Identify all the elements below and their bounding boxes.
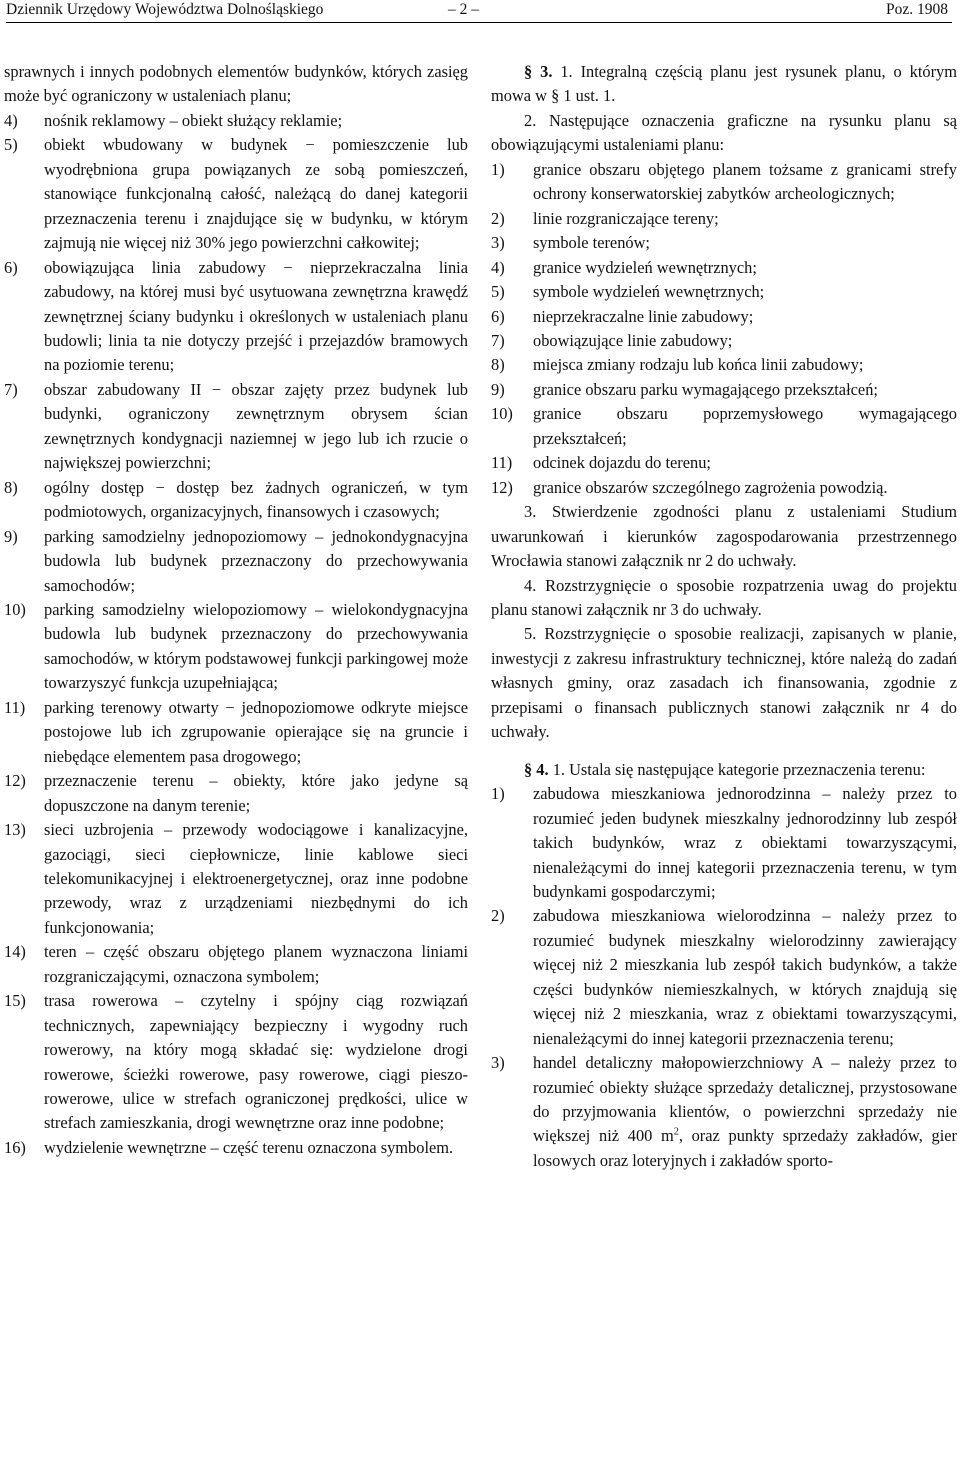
item-number: 4) <box>4 110 18 130</box>
item-number: 1) <box>491 159 505 179</box>
item-number: 11) <box>491 453 513 473</box>
item-text: granice obszaru objętego planem tożsame z granicami strefy ochrony konserwatorskiej zabytków archeologicznych; <box>533 159 957 204</box>
item-number: 3) <box>491 233 505 253</box>
item-text: przeznaczenie terenu – obiekty, które jako jedyne są dopuszczone na danym terenie; <box>44 771 468 815</box>
paragraph-text: 1. Integralną częścią planu jest rysunek planu, o którym mowa w § 1 ust. 1. <box>491 62 957 106</box>
item-text: obowiązująca linia zabudowy − nieprzekraczalna linia zabudowy, na której musi być usytuowana zewnętrzna krawędź zewnętrznej ściany budynku i określonych w ustaleniach planu budowli; linia ta nie dotyczy przejść i przejazdów bramowych na poziomie terenu; <box>44 257 468 375</box>
item-text: nośnik reklamowy – obiekt służący reklamie; <box>44 110 343 130</box>
item-text-continued: , oraz punkty sprzedaży zakładów, gier losowych oraz loteryjnych i zakładów sporto- <box>533 1126 957 1170</box>
left-column <box>4 60 468 1160</box>
graphic-marking-item <box>491 353 957 377</box>
page-header <box>6 0 952 23</box>
superscript: 2 <box>673 1127 679 1139</box>
item-text: ogólny dostęp − dostęp bez żadnych ograniczeń, w tym podmiotowych, organizacyjnych, finansowych i czasowych; <box>44 477 468 522</box>
item-text: obowiązujące linie zabudowy; <box>533 330 733 350</box>
item-text: symbole terenów; <box>533 233 650 253</box>
item-text: parking samodzielny wielopoziomowy – wielokondygnacyjna budowla lub budynek przeznaczony do przechowywania samochodów, w którym podstawowej funkcji parkingowej może towarzyszyć funkcja uzupełniająca; <box>44 599 468 693</box>
graphic-marking-item <box>491 476 957 500</box>
definition-item <box>4 696 468 769</box>
item-text: zabudowa mieszkaniowa wielorodzinna – należy przez to rozumieć budynek mieszkalny wielorodzinny zawierający więcej niż 2 mieszkania lub zespół takich budynków, a także części budynków niemieszkalnych, w których znajdują się więcej niż 2 mieszkania, wraz z obiektami towarzyszącymi, nienależącymi do innej kategorii przeznaczenia terenu; <box>533 906 957 1048</box>
item-text: granice obszarów szczególnego zagrożenia powodzią. <box>533 477 888 497</box>
section-3-paragraph-4: 4. Rozstrzygnięcie o sposobie rozpatrzenia uwag do projektu planu stanowi załącznik nr 3 do uchwały. <box>491 575 957 619</box>
graphic-marking-item <box>491 207 957 231</box>
item-number: 3) <box>491 1053 505 1073</box>
definition-item <box>4 109 468 133</box>
graphic-marking-item <box>491 280 957 304</box>
definition-item <box>4 769 468 818</box>
definition-item <box>4 940 468 989</box>
item-number: 8) <box>4 477 18 497</box>
graphic-marking-item <box>491 231 957 255</box>
definition-item <box>4 818 468 940</box>
item-text: handel detaliczny małopowierzchniowy A – należy przez to rozumieć obiekty służące sprzedaży detalicznej, przystosowane do przyjmowania klientów, o powierzchni sprzedaży nie większej niż 400 m <box>533 1053 957 1146</box>
item-text: teren – część obszaru objętego planem wyznaczona liniami rozgraniczającymi, oznaczona symbolem; <box>44 942 468 986</box>
item-number: 10) <box>4 599 26 619</box>
item-text: granice obszaru poprzemysłowego wymagającego przekształceń; <box>533 404 957 448</box>
section-mark: § 3. <box>524 62 561 81</box>
item-number: 8) <box>491 355 505 375</box>
item-text: obiekt wbudowany w budynek − pomieszczenie lub wyodrębniona grupa powiązanych ze sobą pomieszczeń, stanowiące funkcjonalną całość, należącą do danej kategorii przeznaczenia terenu i znajdujące się w budynku, w którym zajmują nie więcej niż 30% jego powierzchni całkowitej; <box>44 135 468 253</box>
continuation-text: sprawnych i innych podobnych elementów budynków, których zasięg może być ograniczony w ustaleniach planu; <box>4 62 468 106</box>
section-3-paragraph-3: 3. Stwierdzenie zgodności planu z ustaleniami Studium uwarunkowań i kierunków zagospodarowania przestrzennego Wrocławia stanowi załącznik nr 2 do uchwały. <box>491 502 957 571</box>
journal-title: Dziennik Urzędowy Województwa Dolnośląskiego <box>6 1 324 18</box>
item-text: sieci uzbrojenia – przewody wodociągowe i kanalizacyjne, gazociągi, sieci ciepłownicze, linie kablowe sieci telekomunikacyjnej i elektroenergetycznej, oraz inne podobne przewody, wraz z urządzeniami niezbędnymi do ich funkcjonowania; <box>44 820 468 937</box>
definition-item <box>4 378 468 476</box>
item-number: 14) <box>4 942 26 962</box>
item-text: parking samodzielny jednopoziomowy – jednokondygnacyjna budowla lub budynek przeznaczony do przechowywania samochodów; <box>44 526 468 595</box>
item-number: 2) <box>491 906 505 926</box>
graphic-marking-item <box>491 451 957 475</box>
item-number: 4) <box>491 257 505 277</box>
item-text: obszar zabudowany II − obszar zajęty przez budynek lub budynki, ograniczony zewnętrznym obrysem ścian zewnętrznych kondygnacji naziemnej w jego lub ich rzucie o największej powierzchni; <box>44 379 468 473</box>
graphic-marking-item <box>491 305 957 329</box>
definition-item <box>4 256 468 378</box>
item-text: nieprzekraczalne linie zabudowy; <box>533 306 754 326</box>
paragraph-text: 1. Ustala się następujące kategorie przeznaczenia terenu: <box>552 759 926 779</box>
item-number: 2) <box>491 208 505 228</box>
position-number: Poz. 1908 <box>886 1 948 18</box>
graphic-marking-item <box>491 158 957 207</box>
item-number: 6) <box>4 257 18 277</box>
item-number: 11) <box>4 697 26 717</box>
item-number: 5) <box>491 282 505 302</box>
land-use-category-item <box>491 782 957 904</box>
item-text: symbole wydzieleń wewnętrznych; <box>533 282 765 302</box>
item-text: trasa rowerowa – czytelny i spójny ciąg rozwiązań technicznych, zapewniający bezpieczny i wygodny ruch rowerowy, na który mogą składać się: wydzielone drogi rowerowe, ścieżki rowerowe, pasy rowerowe, ciągi pieszo-rowerowe, ulice w strefach ograniczonej prędkości, ulice w strefach zamieszkania, drogi wewnętrzne oraz inne podobne; <box>44 991 468 1133</box>
item-number: 5) <box>4 135 18 155</box>
item-number: 9) <box>4 526 18 546</box>
graphic-marking-item <box>491 329 957 353</box>
land-use-category-item <box>491 904 957 1051</box>
item-number: 15) <box>4 991 26 1011</box>
item-number: 6) <box>491 306 505 326</box>
item-number: 12) <box>491 477 513 497</box>
definition-item <box>4 598 468 696</box>
item-text: odcinek dojazdu do terenu; <box>533 453 711 473</box>
graphic-marking-item <box>491 378 957 402</box>
item-number: 16) <box>4 1137 26 1157</box>
page-number: – 2 – <box>448 1 479 18</box>
definition-item <box>4 476 468 525</box>
item-text: parking terenowy otwarty − jednopoziomowe odkryte miejsce postojowe lub ich zgrupowanie opierające się na gruncie i niebędące elementem pasa drogowego; <box>44 697 468 766</box>
item-text: zabudowa mieszkaniowa jednorodzinna – należy przez to rozumieć jeden budynek mieszkalny jednorodzinny lub zespół takich budynków, wraz z obiektami towarzyszącymi, nienależącymi do innej kategorii przeznaczenia terenu, w tym budynkami gospodarczymi; <box>533 784 957 901</box>
land-use-category-item <box>491 1051 957 1173</box>
item-number: 13) <box>4 820 26 840</box>
item-number: 12) <box>4 771 26 791</box>
item-number: 7) <box>4 379 18 399</box>
graphic-marking-item <box>491 256 957 280</box>
section-3-paragraph-2: 2. Następujące oznaczenia graficzne na rysunku planu są obowiązującymi ustaleniami planu: <box>491 110 957 155</box>
item-number: 7) <box>491 330 505 350</box>
item-number: 1) <box>491 784 505 804</box>
graphic-marking-item <box>491 402 957 451</box>
item-text: miejsca zmiany rodzaju lub końca linii zabudowy; <box>533 355 864 375</box>
definition-item <box>4 1136 468 1160</box>
section-mark: § 4. <box>524 759 553 779</box>
right-column <box>491 60 957 1173</box>
section-gap <box>491 745 957 758</box>
item-text: granice wydzieleń wewnętrznych; <box>533 257 757 277</box>
item-text: granice obszaru parku wymagającego przekształceń; <box>533 379 878 399</box>
section-3-paragraph-5: 5. Rozstrzygnięcie o sposobie realizacji, zapisanych w planie, inwestycji z zakresu infrastruktury technicznej, które należą do zadań własnych gminy, oraz zasadach ich finansowania, zgodnie z przepisami o finansach publicznych stanowi załącznik nr 4 do uchwały. <box>491 624 957 742</box>
definition-item <box>4 525 468 598</box>
definition-item <box>4 989 468 1136</box>
item-text: wydzielenie wewnętrzne – część terenu oznaczona symbolem. <box>44 1137 454 1157</box>
section-4-paragraph-1 <box>491 758 957 782</box>
item-number: 10) <box>491 404 513 424</box>
item-text: linie rozgraniczające tereny; <box>533 208 719 228</box>
section-3-paragraph-1 <box>491 60 957 109</box>
item-number: 9) <box>491 379 505 399</box>
definition-item <box>4 133 468 255</box>
